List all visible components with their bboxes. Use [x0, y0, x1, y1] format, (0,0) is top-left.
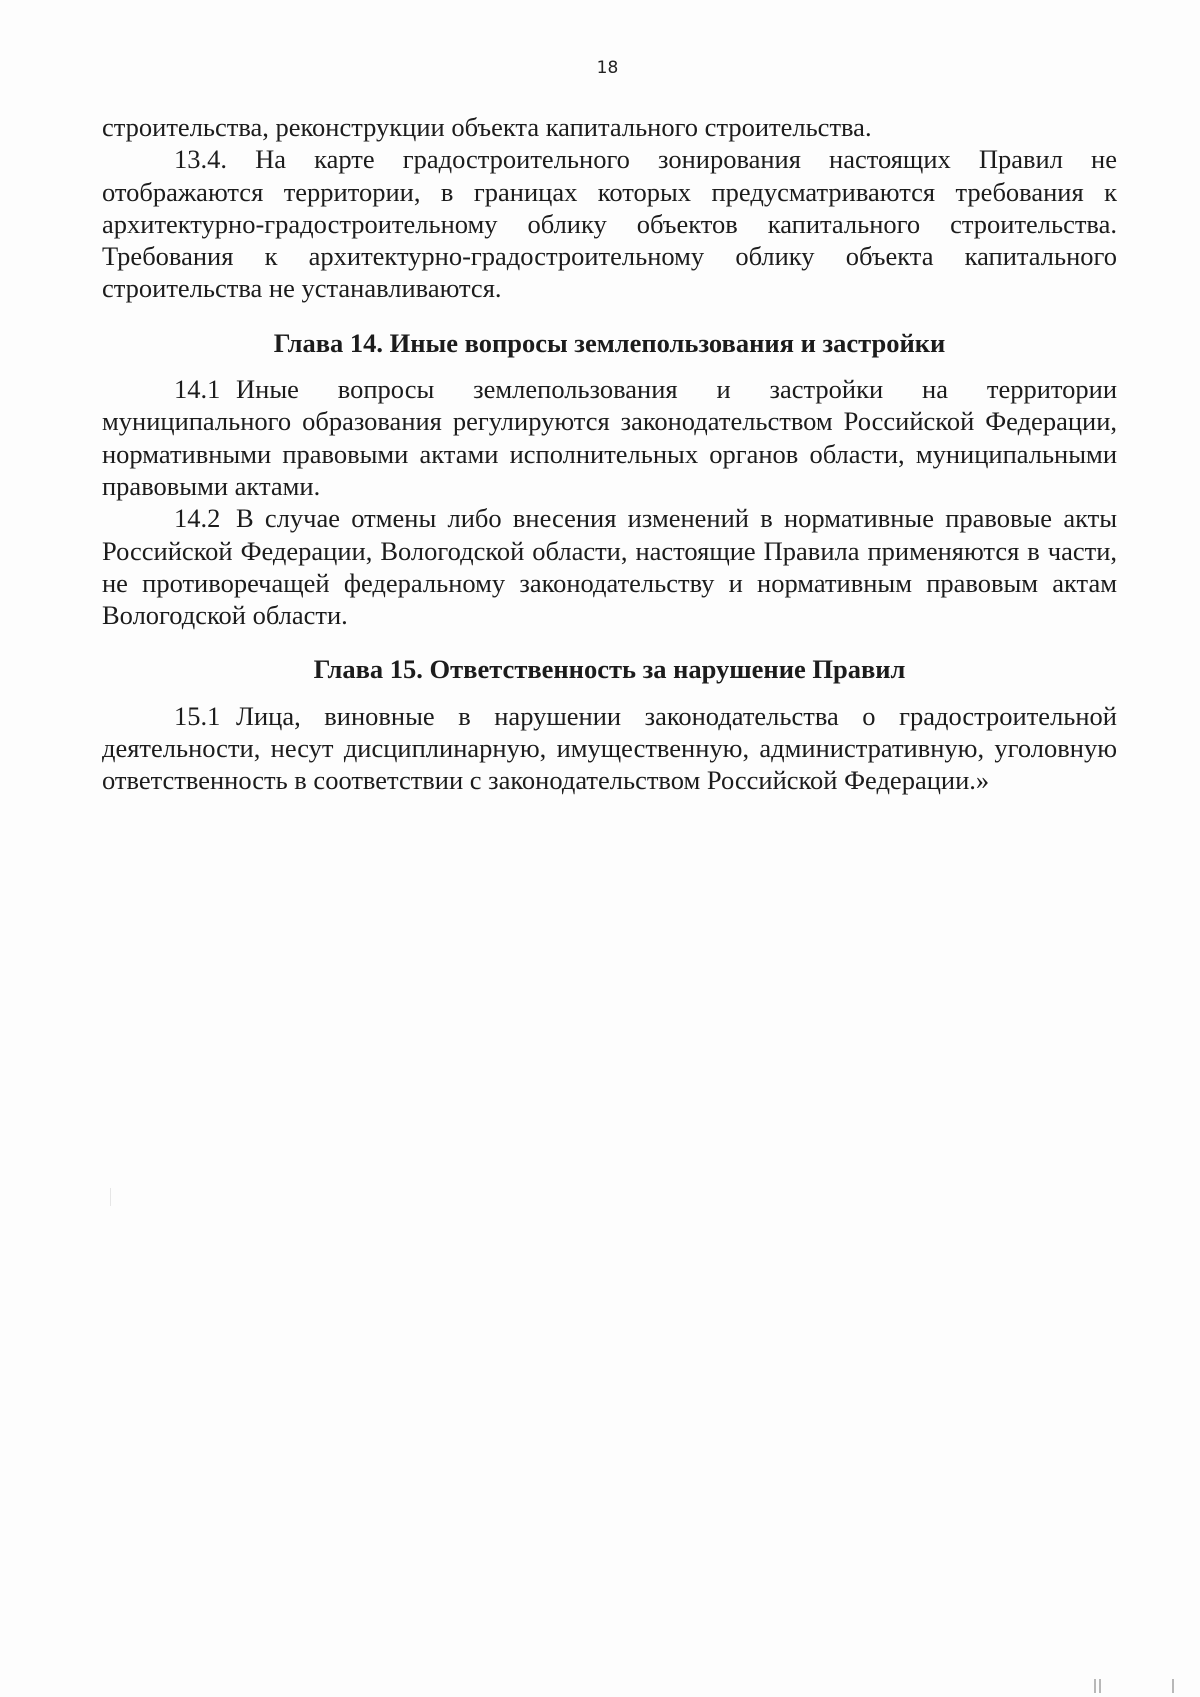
scan-artifact — [110, 1188, 111, 1206]
paragraph-14-2 — [102, 502, 1117, 631]
paragraph-15-1-number: 15.1 — [174, 700, 221, 731]
page-number: 18 — [596, 58, 619, 78]
document-body — [102, 111, 1117, 797]
paragraph-14-1-number: 14.1 — [174, 374, 221, 405]
scan-artifact-mark — [1099, 1679, 1101, 1693]
chapter-15-heading: Глава 15. Ответственность за нарушение Правил — [313, 654, 906, 685]
paragraph-14-1 — [102, 373, 1117, 502]
paragraph-13-4: 13.4. На карте градостроительного зонирования настоящих Правил не отображаются территории, в границах которых предусматриваются требования к архитектурно-градостроительному облику объектов капитального строительства. Требования к архитектурно-градостроительному облику объекта капитального строительства не устанавливаются. — [102, 144, 1117, 304]
scan-artifact-mark — [1094, 1679, 1096, 1693]
paragraph-14-2-number: 14.2 — [174, 503, 221, 534]
chapter-14-heading: Глава 14. Иные вопросы землепользования и застройки — [273, 327, 946, 358]
continuation-paragraph: строительства, реконструкции объекта капитального строительства. — [102, 112, 872, 142]
scan-artifact-mark — [1172, 1679, 1174, 1693]
paragraph-15-1 — [102, 700, 1117, 797]
paragraph-14-2-text: В случае отмены либо внесения изменений в нормативные правовые акты Российской Федерации, Вологодской области, настоящие Правила применяются в части, не противоречащей федеральному законодательству и нормативным правовым актам Вологодской области. — [102, 503, 1117, 631]
paragraph-15-1-text: Лица, виновные в нарушении законодательства о градостроительной деятельности, несут дисциплинарную, имущественную, административную, уголовную ответственность в соответствии с законодательством Российской Федерации.» — [102, 700, 1117, 796]
paragraph-14-1-text: Иные вопросы землепользования и застройки на территории муниципального образования регулируются законодательством Российской Федерации, нормативными правовыми актами исполнительных органов области, муниципальными правовыми актами. — [102, 374, 1117, 501]
